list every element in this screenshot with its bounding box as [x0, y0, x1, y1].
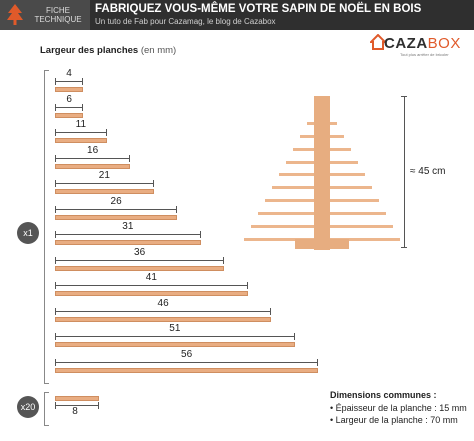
trunk-width-label: 8: [72, 406, 78, 417]
board-width-label: 31: [122, 221, 134, 232]
page-subtitle: Un tuto de Fab pour Cazamag, le blog de Cazabox: [95, 17, 276, 26]
board-width-label: 11: [75, 119, 87, 130]
tree-height-top-tick: [401, 96, 407, 97]
multiplier-x20: x20: [17, 396, 39, 418]
section-unit: (en mm): [140, 45, 177, 56]
board: [55, 164, 130, 169]
board-dimension-line: [55, 234, 201, 235]
logo-part-2: BOX: [427, 35, 461, 52]
board: [55, 215, 177, 220]
board-dimension-line: [55, 311, 271, 312]
page-title: FABRIQUEZ VOUS-MÊME VOTRE SAPIN DE NOËL EN BOIS: [95, 3, 422, 15]
board-width-label: 21: [98, 170, 110, 181]
logo-tagline: Tout plus arrêter de bricoler: [400, 52, 449, 57]
board-width-label: 26: [110, 195, 122, 207]
tree-height-bottom-tick: [401, 247, 407, 248]
multiplier-x1: x1: [17, 222, 39, 244]
fiche-technique-tag: [0, 0, 90, 30]
board: [55, 240, 201, 245]
board-dimension-line: [55, 285, 248, 286]
board-width-label: 36: [134, 246, 146, 258]
board-dimension-line: [55, 132, 107, 133]
board-width-label: 41: [145, 272, 157, 283]
board-width-label: 56: [181, 348, 193, 360]
board: [55, 113, 83, 118]
logo-part-1: CAZA: [384, 35, 428, 52]
tree-trunk: [314, 96, 330, 250]
board-dimension-line: [55, 183, 154, 184]
board: [55, 87, 83, 92]
board-dimension-line: [55, 336, 295, 337]
board-width-label: 6: [66, 93, 72, 105]
main-bracket: [44, 70, 49, 384]
board: [55, 317, 271, 322]
board: [55, 189, 154, 194]
board-width-label: 16: [87, 144, 99, 156]
tree-base: [295, 239, 349, 249]
board: [55, 138, 107, 143]
board-dimension-line: [55, 362, 318, 363]
common-width: • Largeur de la planche : 70 mm: [330, 415, 458, 425]
board-width-label: 4: [66, 68, 72, 79]
board: [55, 342, 295, 347]
tag-line-1: FICHE: [46, 6, 70, 15]
tag-line-2: TECHNIQUE: [34, 15, 82, 24]
tree-icon: [7, 4, 23, 26]
board: [55, 368, 318, 373]
section-title: [40, 45, 176, 56]
trunk-board: [55, 396, 99, 401]
board-dimension-line: [55, 260, 224, 261]
board-dimension-line: [55, 81, 83, 82]
common-dimensions-title: Dimensions communes :: [330, 390, 437, 400]
board-width-label: 51: [169, 323, 181, 334]
board: [55, 291, 248, 296]
cazabox-logo: [370, 28, 465, 58]
board: [55, 266, 224, 271]
tree-height-label: ≈ 45 cm: [410, 166, 446, 177]
board-dimension-line: [55, 158, 130, 159]
board-dimension-line: [55, 107, 83, 108]
header-bar: [0, 0, 474, 30]
tree-height-line: [404, 96, 405, 247]
board-dimension-line: [55, 209, 177, 210]
section-title-text: Largeur des planches: [40, 45, 139, 56]
board-width-label: 46: [157, 297, 169, 309]
common-thickness: • Épaisseur de la planche : 15 mm: [330, 403, 467, 413]
trunk-bracket: [44, 392, 49, 426]
